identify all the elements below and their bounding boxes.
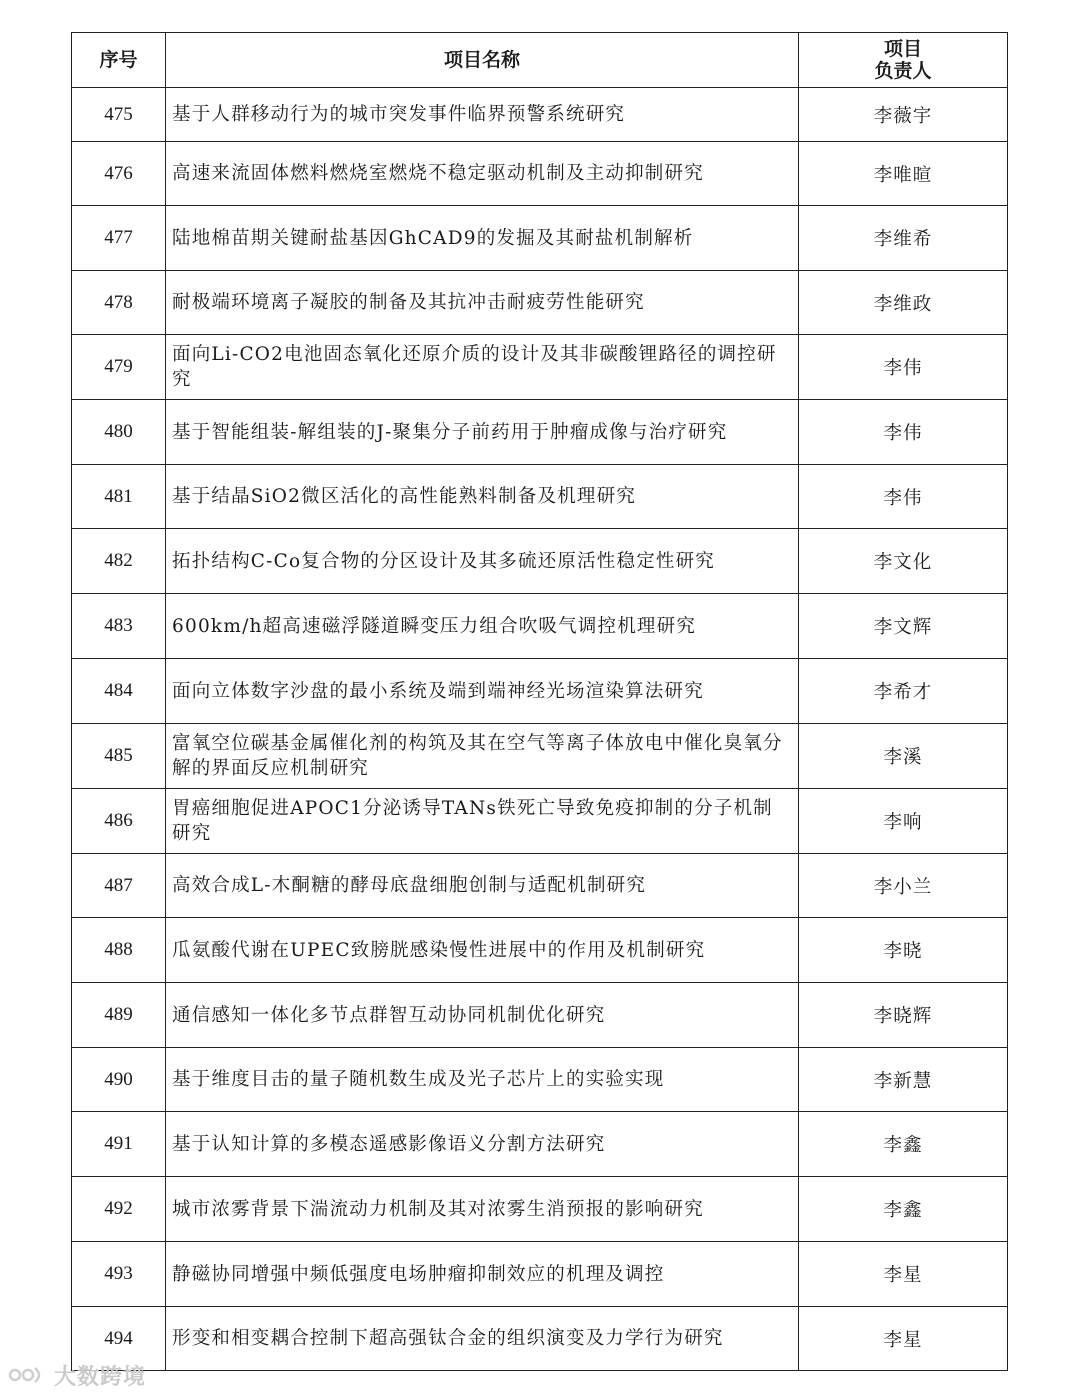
row-number: 483 — [72, 594, 166, 659]
project-name: 600km/h超高速磁浮隧道瞬变压力组合吹吸气调控机理研究 — [166, 594, 799, 659]
project-leader: 李伟 — [799, 465, 1008, 529]
project-leader: 李维希 — [799, 206, 1008, 271]
row-number: 476 — [72, 142, 166, 206]
project-leader: 李溪 — [799, 724, 1008, 789]
project-name: 富氧空位碳基金属催化剂的构筑及其在空气等离子体放电中催化臭氧分解的界面反应机制研究 — [166, 724, 799, 789]
table-row — [72, 335, 1008, 400]
project-table — [71, 32, 1008, 1371]
row-number: 487 — [72, 854, 166, 918]
project-name: 基于结晶SiO2微区活化的高性能熟料制备及机理研究 — [166, 465, 799, 529]
table-row — [72, 1112, 1008, 1177]
table-row — [72, 88, 1008, 142]
table-row — [72, 529, 1008, 594]
row-number: 492 — [72, 1177, 166, 1242]
header-leader-line1: 项目 — [883, 38, 922, 60]
row-number: 480 — [72, 400, 166, 465]
row-number: 477 — [72, 206, 166, 271]
table-row — [72, 1177, 1008, 1242]
row-number: 479 — [72, 335, 166, 400]
row-number: 489 — [72, 983, 166, 1048]
row-number: 485 — [72, 724, 166, 789]
table-row — [72, 594, 1008, 659]
row-number: 478 — [72, 271, 166, 335]
table-row — [72, 400, 1008, 465]
row-number: 486 — [72, 789, 166, 854]
project-name: 基于维度目击的量子随机数生成及光子芯片上的实验实现 — [166, 1048, 799, 1112]
project-leader: 李鑫 — [799, 1112, 1008, 1177]
project-name: 陆地棉苗期关键耐盐基因GhCAD9的发掘及其耐盐机制解析 — [166, 206, 799, 271]
project-leader: 李文辉 — [799, 594, 1008, 659]
table-row — [72, 983, 1008, 1048]
project-leader: 李星 — [799, 1307, 1008, 1371]
project-leader: 李唯暄 — [799, 142, 1008, 206]
project-name: 高效合成L-木酮糖的酵母底盘细胞创制与适配机制研究 — [166, 854, 799, 918]
project-leader: 李小兰 — [799, 854, 1008, 918]
project-name: 基于智能组装-解组装的J-聚集分子前药用于肿瘤成像与治疗研究 — [166, 400, 799, 465]
table-row — [72, 724, 1008, 789]
project-name: 基于认知计算的多模态遥感影像语义分割方法研究 — [166, 1112, 799, 1177]
table-row — [72, 1242, 1008, 1307]
project-leader: 李鑫 — [799, 1177, 1008, 1242]
watermark-text: 大数跨境 — [54, 1364, 147, 1390]
project-leader: 李文化 — [799, 529, 1008, 594]
watermark — [8, 1360, 146, 1390]
project-leader: 李星 — [799, 1242, 1008, 1307]
project-name: 拓扑结构C-Co复合物的分区设计及其多硫还原活性稳定性研究 — [166, 529, 799, 594]
project-name: 瓜氨酸代谢在UPEC致膀胱感染慢性进展中的作用及机制研究 — [166, 918, 799, 983]
project-leader: 李维政 — [799, 271, 1008, 335]
row-number: 491 — [72, 1112, 166, 1177]
project-leader: 李薇宇 — [799, 88, 1008, 142]
table-row — [72, 1307, 1008, 1371]
row-number: 484 — [72, 659, 166, 724]
row-number: 481 — [72, 465, 166, 529]
table-header-row — [72, 33, 1008, 88]
row-number: 482 — [72, 529, 166, 594]
project-name: 基于人群移动行为的城市突发事件临界预警系统研究 — [166, 88, 799, 142]
row-number: 493 — [72, 1242, 166, 1307]
row-number: 490 — [72, 1048, 166, 1112]
project-leader: 李晓 — [799, 918, 1008, 983]
project-name: 形变和相变耦合控制下超高强钛合金的组织演变及力学行为研究 — [166, 1307, 799, 1371]
header-num: 序号 — [72, 33, 166, 88]
table-row — [72, 465, 1008, 529]
table-body — [72, 88, 1008, 1371]
header-leader-line2: 负责人 — [874, 60, 932, 82]
project-name: 面向立体数字沙盘的最小系统及端到端神经光场渲染算法研究 — [166, 659, 799, 724]
project-name: 高速来流固体燃料燃烧室燃烧不稳定驱动机制及主动抑制研究 — [166, 142, 799, 206]
project-leader: 李伟 — [799, 335, 1008, 400]
project-leader: 李伟 — [799, 400, 1008, 465]
project-name: 通信感知一体化多节点群智互动协同机制优化研究 — [166, 983, 799, 1048]
project-name: 面向Li-CO2电池固态氧化还原介质的设计及其非碳酸锂路径的调控研究 — [166, 335, 799, 400]
table-row — [72, 142, 1008, 206]
project-name: 胃癌细胞促进APOC1分泌诱导TANs铁死亡导致免疫抑制的分子机制研究 — [166, 789, 799, 854]
table-row — [72, 659, 1008, 724]
logo-icon — [8, 1363, 48, 1387]
project-name: 静磁协同增强中频低强度电场肿瘤抑制效应的机理及调控 — [166, 1242, 799, 1307]
table-row — [72, 1048, 1008, 1112]
table-row — [72, 271, 1008, 335]
header-leader — [799, 33, 1008, 88]
project-leader: 李晓辉 — [799, 983, 1008, 1048]
header-name: 项目名称 — [166, 33, 799, 88]
table-row — [72, 918, 1008, 983]
table-row — [72, 206, 1008, 271]
project-name: 城市浓雾背景下湍流动力机制及其对浓雾生消预报的影响研究 — [166, 1177, 799, 1242]
table-row — [72, 789, 1008, 854]
project-name: 耐极端环境离子凝胶的制备及其抗冲击耐疲劳性能研究 — [166, 271, 799, 335]
row-number: 488 — [72, 918, 166, 983]
project-leader: 李响 — [799, 789, 1008, 854]
row-number: 475 — [72, 88, 166, 142]
project-leader: 李新慧 — [799, 1048, 1008, 1112]
table-row — [72, 854, 1008, 918]
row-number: 494 — [72, 1307, 166, 1371]
project-leader: 李希才 — [799, 659, 1008, 724]
